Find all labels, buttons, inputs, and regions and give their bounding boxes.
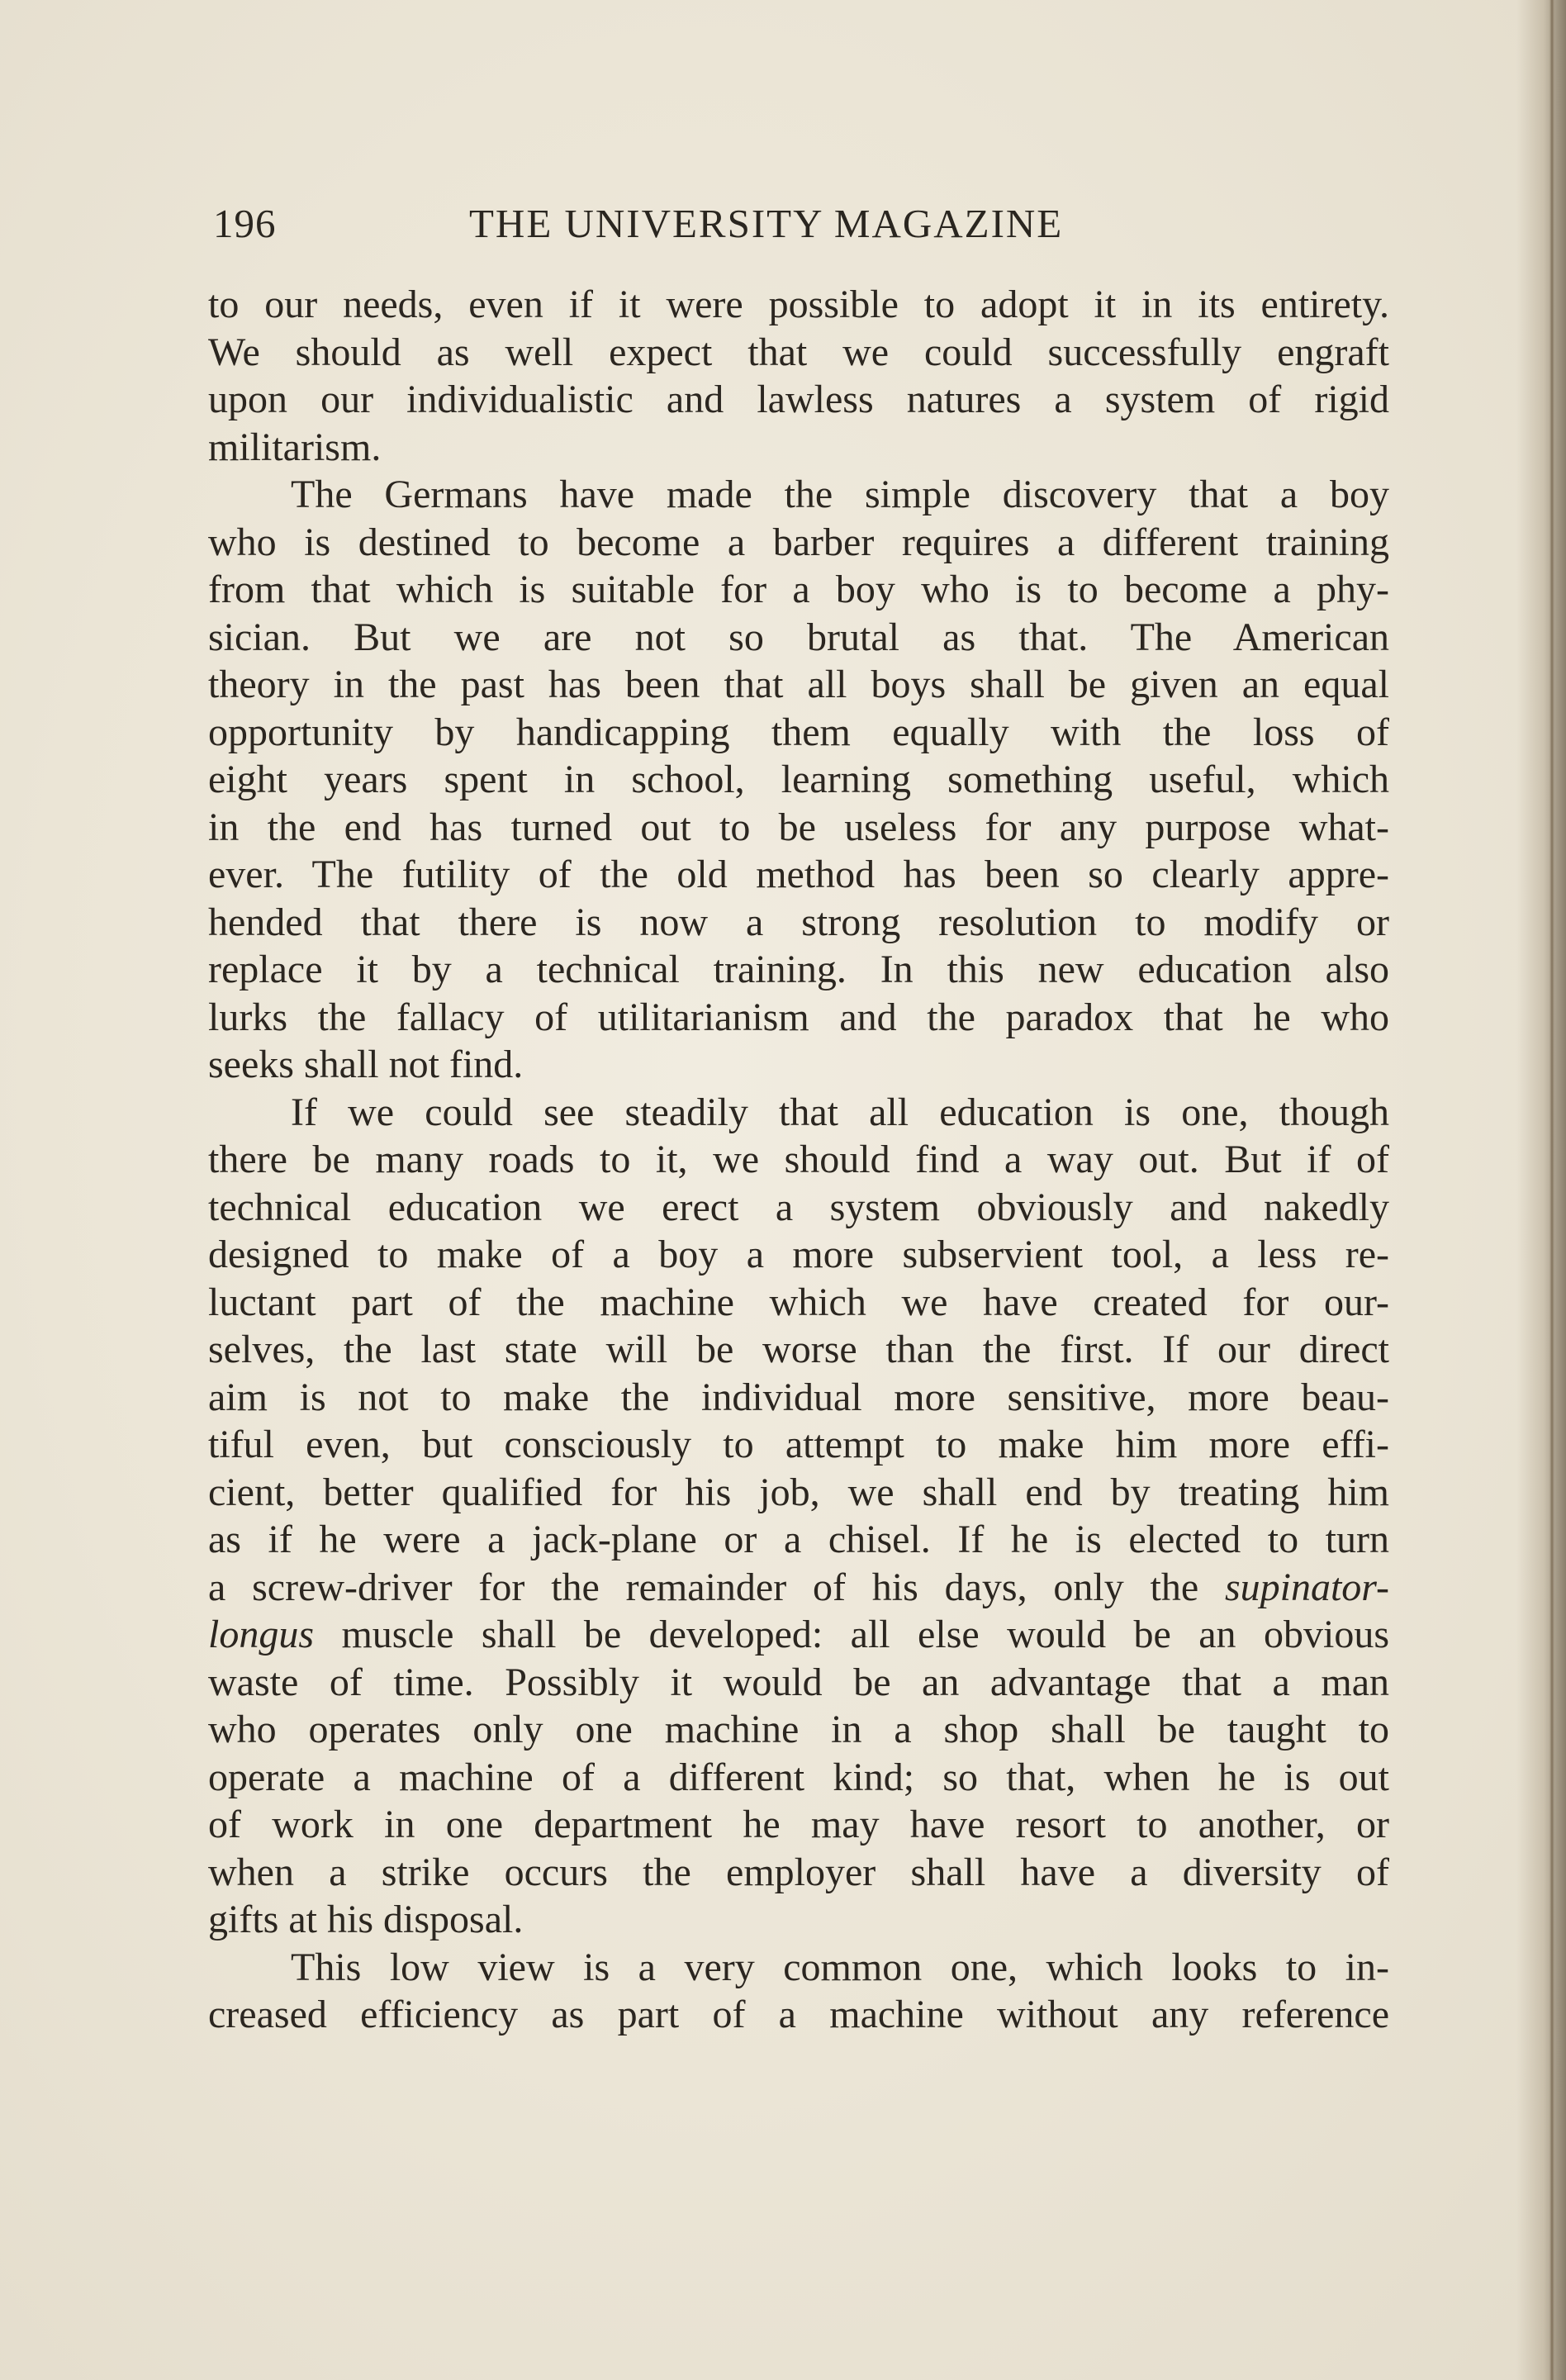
page-edge	[1549, 0, 1554, 2380]
running-head	[213, 200, 1369, 258]
text-fragment: a screw-driver for the remainder of his days, only the	[208, 1565, 1225, 1609]
text-line: gifts at his disposal.	[208, 1898, 524, 1941]
text-line: operate a machine of a different kind; so that, when he is out	[208, 1755, 1389, 1799]
italic-term: longus	[208, 1613, 315, 1656]
text-line: selves, the last state will be worse than the first. If our direct	[208, 1328, 1389, 1371]
text-line: replace it by a technical training. In this new education also	[208, 948, 1389, 991]
text-line: opportunity by handicapping them equally with the loss of	[208, 710, 1389, 754]
text-line: If we could see steadily that all education is one, though	[291, 1090, 1389, 1134]
text-line: We should as well expect that we could successfully engraft	[208, 330, 1389, 374]
text-line: lurks the fallacy of utilitarianism and the paradox that he who	[208, 995, 1389, 1039]
text-line: there be many roads to it, we should find a way out. But if of	[208, 1138, 1389, 1181]
paragraph	[208, 1089, 1389, 1944]
text-line: in the end has turned out to be useless for any purpose what-	[208, 805, 1389, 849]
text-line: sician. But we are not so brutal as that. The American	[208, 615, 1389, 659]
text-line: technical education we erect a system obviously and nakedly	[208, 1185, 1389, 1229]
text-line: cient, better qualified for his job, we shall end by treating him	[208, 1470, 1389, 1514]
text-line: The Germans have made the simple discovery that a boy	[291, 473, 1389, 516]
text-line: militarism.	[208, 425, 382, 469]
text-line: aim is not to make the individual more sensitive, more beau-	[208, 1375, 1389, 1419]
text-line: eight years spent in school, learning something useful, which	[208, 758, 1389, 801]
text-line: tiful even, but consciously to attempt to make him more effi-	[208, 1423, 1389, 1466]
text-line: when a strike occurs the employer shall have a diversity of	[208, 1850, 1389, 1894]
text-line	[208, 1611, 1389, 1659]
paragraph	[208, 281, 1389, 471]
text-line: theory in the past has been that all boys shall be given an equal	[208, 663, 1389, 706]
text-line: ever. The futility of the old method has been so clearly appre-	[208, 853, 1389, 896]
text-line: hended that there is now a strong resolution to modify or	[208, 900, 1389, 944]
text-line: of work in one department he may have resort to another, or	[208, 1803, 1389, 1846]
binding-shadow	[1516, 0, 1566, 2380]
text-line: waste of time. Possibly it would be an advantage that a man	[208, 1660, 1389, 1704]
text-line: seeks shall not find.	[208, 1043, 524, 1086]
text-line: to our needs, even if it were possible to adopt it in its entirety.	[208, 283, 1389, 326]
text-line	[208, 1564, 1389, 1612]
body-text	[208, 281, 1389, 2039]
text-fragment: muscle shall be developed: all else would be an obvious	[314, 1613, 1389, 1656]
paragraph	[208, 471, 1389, 1089]
text-line: luctant part of the machine which we have created for our-	[208, 1280, 1389, 1324]
text-line: who is destined to become a barber requires a different training	[208, 520, 1389, 564]
text-line: from that which is suitable for a boy who is to become a phy-	[208, 568, 1389, 611]
text-line: upon our individualistic and lawless natures a system of rigid	[208, 378, 1389, 421]
text-line: designed to make of a boy a more subservient tool, a less re-	[208, 1233, 1389, 1276]
text-line: creased efficiency as part of a machine without any reference	[208, 1993, 1389, 2036]
running-title: THE UNIVERSITY MAGAZINE	[469, 201, 1064, 246]
paragraph	[208, 1944, 1389, 2039]
text-line: as if he were a jack-plane or a chisel. If he is elected to turn	[208, 1518, 1389, 1561]
page-number: 196	[213, 201, 277, 246]
italic-term: supinator-	[1224, 1565, 1389, 1609]
text-line: who operates only one machine in a shop shall be taught to	[208, 1708, 1389, 1751]
text-line: This low view is a very common one, which looks to in-	[291, 1945, 1389, 1989]
